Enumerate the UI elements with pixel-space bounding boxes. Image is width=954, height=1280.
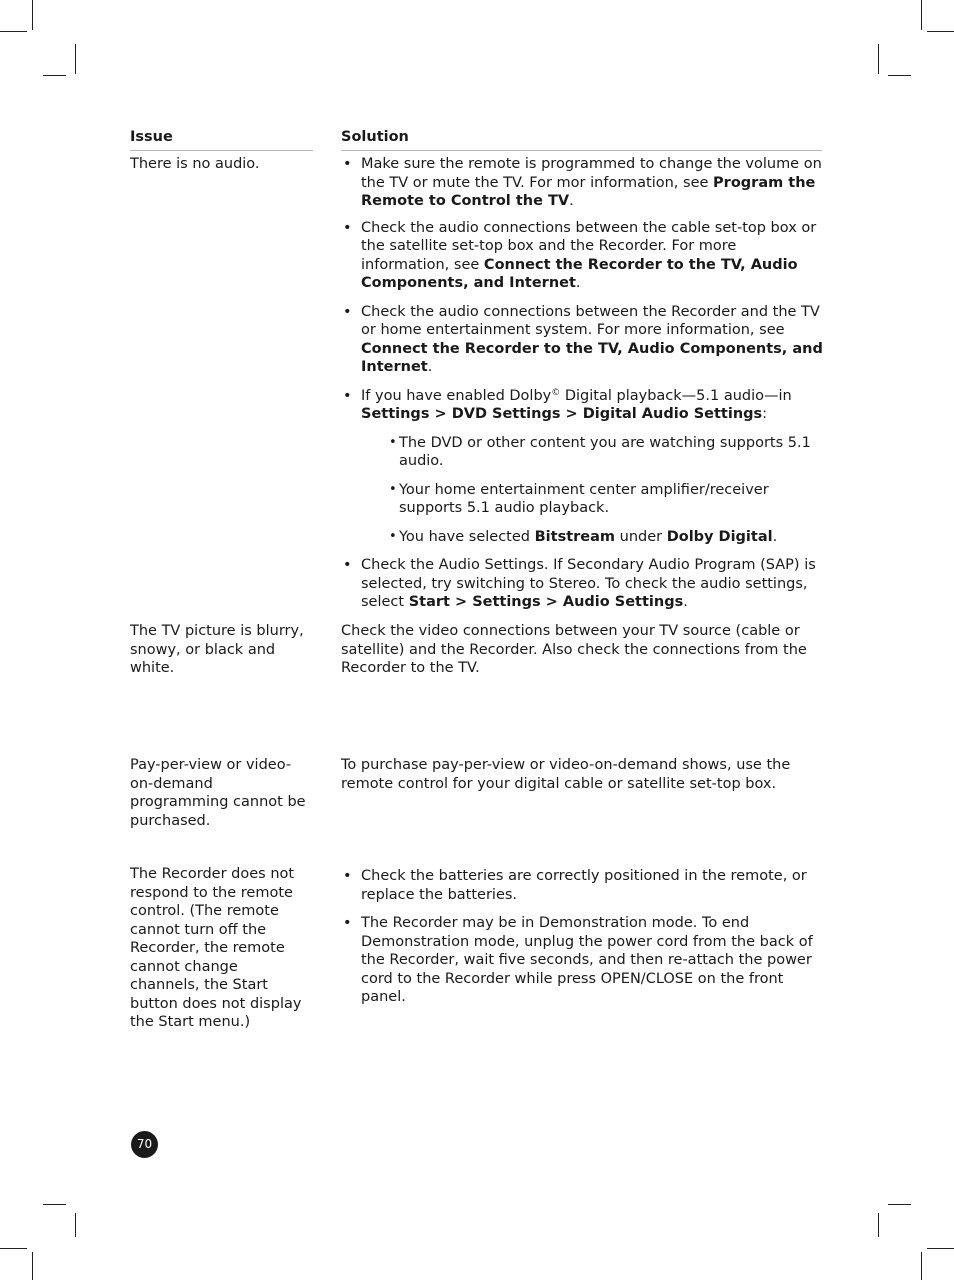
issue-remote-not-responding: The Recorder does not respond to the remote control. (The remote cannot turn off the Recorder, the remote cannot change channels, the Start button does not display the Start menu.) (130, 866, 302, 1030)
list-item: • Make sure the remote is programmed to change the volume on the TV or mute the TV. For mor information, see Program the Remote to Control the TV. (341, 155, 825, 211)
solution-pay-per-view: To purchase pay-per-view or video-on-demand shows, use the remote control for your digital cable or satellite set-top box. (341, 757, 791, 792)
solution-header-rule (341, 150, 822, 151)
solution-column-header: Solution (341, 129, 409, 145)
solution-list (341, 867, 825, 1007)
page-number-badge: 70 (131, 1131, 158, 1158)
dolby-requirements-list (361, 434, 825, 547)
issue-no-audio: There is no audio. (130, 156, 260, 172)
sub-list-item: • You have selected Bitstream under Dolby Digital. (381, 528, 825, 547)
solution-remote-not-responding (341, 867, 825, 1007)
sub-list-item: • The DVD or other content you are watching supports 5.1 audio. (381, 434, 825, 471)
issue-header-rule (130, 150, 313, 151)
solution-blurry-picture: Check the video connections between your TV source (cable or satellite) and the Recorder. Also check the connections from the Recorder to the TV. (341, 623, 807, 676)
list-item: • If you have enabled Dolby© Digital playback—5.1 audio—in Settings > DVD Settings > Digital Audio Settings: • The DVD or other content you are watching supports 5.1 audio. • Your home entertainment center amplifier/receiver supports 5.1 audio playback. • You have selected Bitstream under Dolby Digital. (341, 387, 825, 547)
issue-pay-per-view: Pay-per-view or video-on-demand programming cannot be purchased. (130, 757, 306, 829)
sub-list-item: • Your home entertainment center amplifier/receiver supports 5.1 audio playback. (381, 481, 825, 518)
list-item: • The Recorder may be in Demonstration mode. To end Demonstration mode, unplug the power cord from the back of the Recorder, wait five seconds, and then re-attach the power cord to the Recorder while press OPEN/CLOSE on the front panel. (341, 914, 825, 1007)
list-item: • Check the Audio Settings. If Secondary Audio Program (SAP) is selected, try switching to Stereo. To check the audio settings, select Start > Settings > Audio Settings. (341, 556, 825, 612)
list-item: • Check the audio connections between the Recorder and the TV or home entertainment system. For more information, see Connect the Recorder to the TV, Audio Components, and Internet. (341, 303, 825, 377)
solution-no-audio (341, 155, 825, 612)
list-item: • Check the audio connections between the cable set-top box or the satellite set-top box and the Recorder. For more information, see Connect the Recorder to the TV, Audio Components, and Internet. (341, 219, 825, 293)
issue-blurry-picture: The TV picture is blurry, snowy, or black and white. (130, 623, 304, 676)
solution-list (341, 155, 825, 612)
issue-column-header: Issue (130, 129, 173, 145)
list-item: • Check the batteries are correctly positioned in the remote, or replace the batteries. (341, 867, 825, 904)
